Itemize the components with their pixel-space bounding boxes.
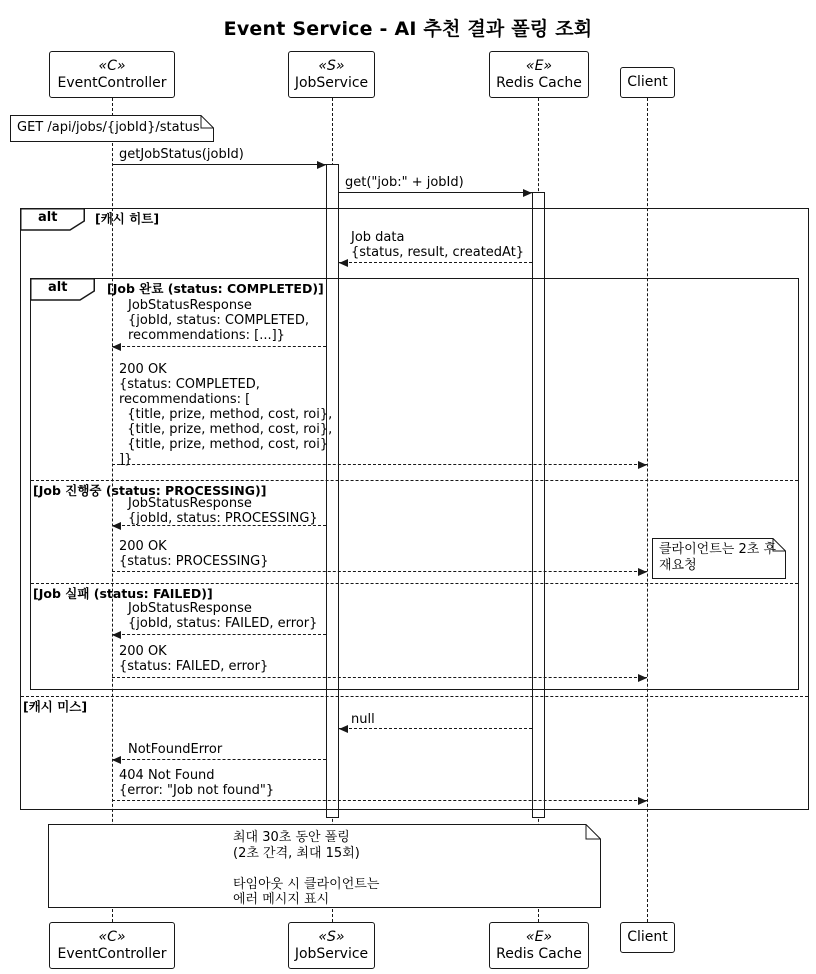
message-label-notfounderror: NotFoundError	[128, 742, 223, 757]
participant-name: JobService	[294, 74, 369, 91]
message-label-404-2: {error: "Job not found"}	[119, 783, 275, 798]
note-polling-line-1: 최대 30초 동안 폴링	[233, 830, 350, 845]
stereotype-label: «E»	[525, 928, 553, 945]
message-label-resp-completed-3: recommendations: [...]}	[128, 328, 285, 343]
message-label-null: null	[351, 712, 375, 727]
arrowhead-redis-get	[523, 189, 532, 197]
message-label-ok-processing-2: {status: PROCESSING}	[119, 554, 269, 569]
participant-name: Client	[627, 929, 668, 945]
message-label-ok-processing-1: 200 OK	[119, 539, 167, 554]
arrowhead-ok-completed	[638, 461, 647, 469]
message-line-ok-processing	[112, 571, 647, 572]
message-line-redis-get	[339, 192, 532, 193]
arrowhead-getjobstatus	[317, 161, 326, 169]
note-polling-line-4: 타임아웃 시 클라이언트는	[233, 877, 380, 892]
participant-name: EventController	[57, 74, 167, 91]
message-label-resp-failed-1: JobStatusResponse	[128, 601, 252, 616]
note-polling-line-5: 에러 메시지 표시	[233, 892, 330, 907]
message-line-ok-completed	[112, 464, 647, 465]
message-label-ok-completed-2: {status: COMPLETED,	[119, 377, 260, 392]
alt-condition-cache-miss: [캐시 미스]	[23, 699, 88, 714]
stereotype-label: «C»	[98, 928, 126, 945]
alt-condition-failed: [Job 실패 (status: FAILED)]	[33, 586, 213, 601]
message-label-resp-processing-1: JobStatusResponse	[128, 496, 252, 511]
alt-divider-failed	[31, 583, 798, 584]
arrowhead-notfounderror	[112, 756, 121, 764]
alt-divider-processing	[31, 480, 798, 481]
participant-jobservice-bottom	[288, 922, 375, 969]
arrowhead-ok-failed	[638, 674, 647, 682]
alt-condition-cache-hit: [캐시 히트]	[95, 211, 160, 226]
message-line-getjobstatus	[112, 164, 326, 165]
message-label-getjobstatus: getJobStatus(jobId)	[119, 147, 244, 162]
message-label-ok-completed-6: {title, prize, method, cost, roi}	[119, 437, 329, 452]
message-label-ok-completed-4: {title, prize, method, cost, roi},	[119, 407, 333, 422]
stereotype-label: «E»	[525, 57, 553, 74]
participant-jobservice-top	[288, 51, 375, 98]
message-label-resp-processing-2: {jobId, status: PROCESSING}	[128, 511, 318, 526]
message-label-ok-completed-1: 200 OK	[119, 362, 167, 377]
message-line-job-data	[339, 262, 532, 263]
participant-redis-cache-top	[489, 51, 589, 98]
arrowhead-ok-processing	[638, 568, 647, 576]
participant-name: Redis Cache	[496, 945, 582, 962]
message-label-job-data-1: Job data	[351, 230, 405, 245]
participant-redis-cache-bottom	[489, 922, 589, 969]
note-polling-line-2: (2초 간격, 최대 15회)	[233, 846, 360, 861]
alt-keyword-inner: alt	[48, 280, 68, 295]
message-line-notfounderror	[112, 759, 326, 760]
alt-keyword-outer: alt	[38, 210, 58, 225]
arrowhead-null	[339, 725, 348, 733]
participant-name: EventController	[57, 945, 167, 962]
stereotype-label: «C»	[98, 57, 126, 74]
message-label-resp-completed-1: JobStatusResponse	[128, 298, 252, 313]
message-label-ok-failed-2: {status: FAILED, error}	[119, 659, 269, 674]
message-line-null	[339, 728, 532, 729]
participant-client-top	[620, 67, 675, 98]
message-label-ok-completed-3: recommendations: [	[119, 392, 251, 407]
diagram-title: Event Service - AI 추천 결과 폴링 조회	[223, 18, 593, 40]
message-label-job-data-2: {status, result, createdAt}	[351, 245, 525, 260]
participant-client-bottom	[620, 922, 675, 953]
participant-name: Redis Cache	[496, 74, 582, 91]
message-label-resp-completed-2: {jobId, status: COMPLETED,	[128, 313, 310, 328]
arrowhead-resp-completed	[112, 343, 121, 351]
message-label-ok-failed-1: 200 OK	[119, 644, 167, 659]
stereotype-label: «S»	[318, 928, 345, 945]
message-line-resp-completed	[112, 346, 326, 347]
participant-name: JobService	[294, 945, 369, 962]
note-retry-line-1: 클라이언트는 2초 후	[659, 542, 776, 557]
participant-eventcontroller-bottom	[49, 922, 175, 969]
participant-eventcontroller-top	[49, 51, 175, 98]
message-line-404	[112, 800, 647, 801]
arrowhead-resp-failed	[112, 631, 121, 639]
note-endpoint-text: GET /api/jobs/{jobId}/status	[17, 120, 200, 135]
message-line-resp-failed	[112, 634, 326, 635]
alt-condition-completed: [Job 완료 (status: COMPLETED)]	[107, 281, 324, 296]
participant-name: Client	[627, 74, 668, 90]
message-label-ok-completed-7: ]}	[119, 452, 133, 467]
note-retry-line-2: 재요청	[659, 558, 697, 573]
message-label-redis-get: get("job:" + jobId)	[345, 175, 464, 190]
message-label-ok-completed-5: {title, prize, method, cost, roi},	[119, 422, 333, 437]
arrowhead-job-data	[339, 259, 348, 267]
stereotype-label: «S»	[318, 57, 345, 74]
arrowhead-resp-processing	[112, 522, 121, 530]
alt-divider-cache-miss	[21, 696, 808, 697]
message-label-resp-failed-2: {jobId, status: FAILED, error}	[128, 616, 318, 631]
message-line-ok-failed	[112, 677, 647, 678]
message-label-404-1: 404 Not Found	[119, 768, 215, 783]
alt-condition-processing: [Job 진행중 (status: PROCESSING)]	[33, 483, 267, 498]
arrowhead-404	[638, 797, 647, 805]
